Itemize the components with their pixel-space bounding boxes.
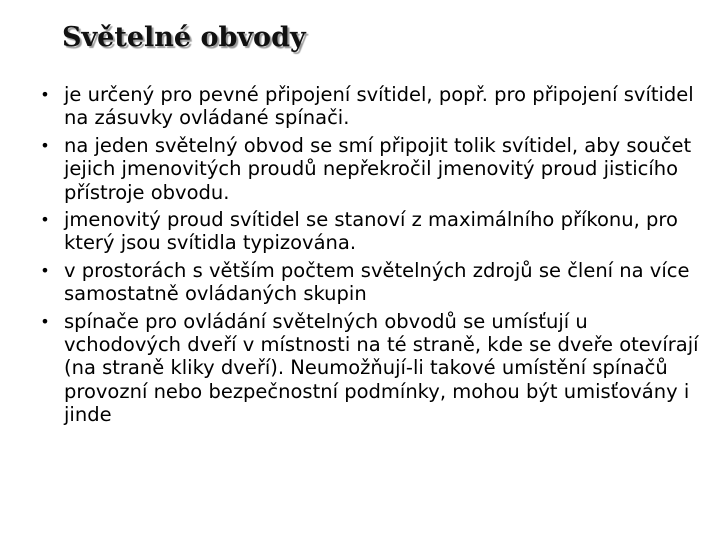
list-item-text: spínače pro ovládání světelných obvodů se umísťují u vchodových dveří v místnosti na té straně, kde se dveře otevírají (na straně kliky dveří). Neumožňují-li takové umístění spínačů provozní nebo bezpečnostní podmínky, mohou být umisťovány i jinde (64, 309, 699, 427)
list-item-text: v prostorách s větším počtem světelných zdrojů se člení na více samostatně ovládaných skupin (64, 258, 690, 306)
bullet-icon: • (40, 260, 50, 280)
list-item (30, 208, 702, 255)
bullet-icon: • (40, 210, 50, 230)
slide-title: Světelné obvody (62, 22, 306, 53)
list-item-text: na jeden světelný obvod se smí připojit tolik svítidel, aby součet jejich jmenovitých proudů nepřekročil jmenovitý proud jisticího přístroje obvodu. (64, 133, 692, 204)
bullet-icon: • (40, 85, 50, 104)
list-item (30, 310, 702, 427)
list-item (30, 134, 702, 204)
list-item (30, 259, 702, 306)
list-item (30, 83, 702, 130)
bullet-icon: • (40, 135, 50, 155)
list-item-text: je určený pro pevné připojení svítidel, popř. pro připojení svítidel na zásuvky ovládané spínači. (64, 83, 694, 130)
bullet-list (30, 83, 702, 431)
bullet-icon: • (40, 311, 50, 331)
list-item-text: jmenovitý proud svítidel se stanoví z maximálního příkonu, pro který jsou svítidla typizována. (64, 208, 678, 255)
